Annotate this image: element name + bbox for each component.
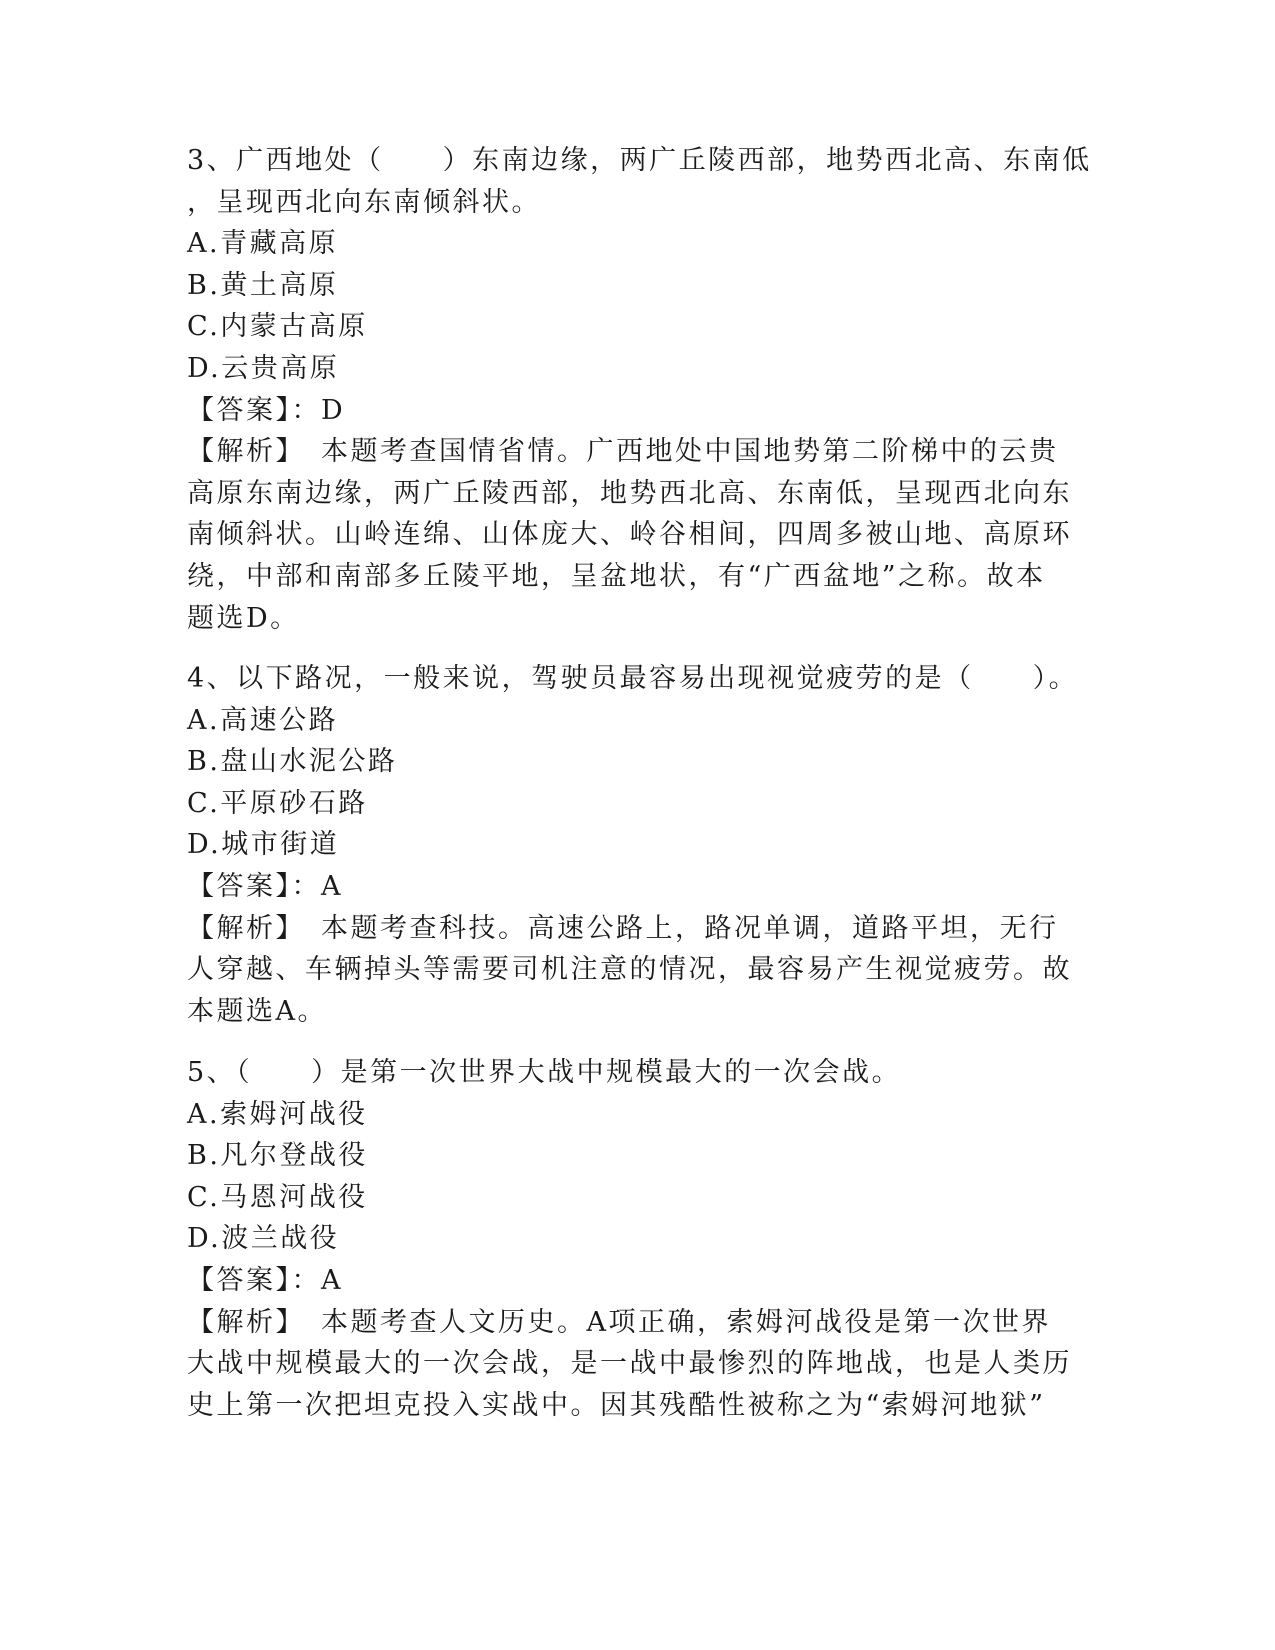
answer: 【答案】：A [187,1264,343,1296]
question-5 [187,1052,1087,1426]
option-d: D.波兰战役 [187,1223,340,1255]
question-3 [187,140,1092,639]
question-stem: 4、以下路况，一般来说，驾驶员最容易出现视觉疲劳的是（ ）。 [187,663,1079,694]
analysis-line: 史上第一次把坦克投入实战中。因其残酷性被称之为“索姆河地狱” [187,1389,1046,1421]
analysis-line: 题选D。 [187,602,300,634]
option-b: B.黄土高原 [187,269,339,301]
option-d: D.城市街道 [187,829,340,861]
analysis-line: 【解析】 本题考查国情省情。广西地处中国地势第二阶梯中的云贵 [187,436,1059,468]
analysis-line: 大战中规模最大的一次会战，是一战中最惨烈的阵地战，也是人类历 [187,1348,1072,1380]
question-stem: 5、（ ）是第一次世界大战中规模最大的一次会战。 [187,1057,902,1088]
option-c: C.内蒙古高原 [187,311,368,343]
question-stem: ，呈现西北向东南倾斜状。 [187,186,541,218]
question-stem: 3、广西地处（ ）东南边缘，两广丘陵西部，地势西北高、东南低 [187,145,1092,176]
analysis-line: 南倾斜状。山岭连绵、山体庞大、岭谷相间，四周多被山地、高原环 [187,519,1072,551]
analysis-line: 高原东南边缘，两广丘陵西部，地势西北高、东南低，呈现西北向东 [187,477,1072,509]
question-4 [187,658,1087,1032]
answer: 【答案】：D [187,394,346,426]
option-b: B.凡尔登战役 [187,1140,368,1172]
option-a: A.索姆河战役 [187,1098,368,1130]
analysis-line: 绕，中部和南部多丘陵平地，呈盆地状，有“广西盆地”之称。故本 [187,560,1046,592]
option-b: B.盘山水泥公路 [187,746,398,778]
analysis-line: 人穿越、车辆掉头等需要司机注意的情况，最容易产生视觉疲劳。故 [187,954,1072,986]
analysis-line: 本题选A。 [187,995,327,1027]
option-c: C.马恩河战役 [187,1181,368,1213]
option-c: C.平原砂石路 [187,787,368,819]
analysis-line: 【解析】 本题考查人文历史。A项正确，索姆河战役是第一次世界 [187,1306,1051,1338]
analysis-line: 【解析】 本题考查科技。高速公路上，路况单调，道路平坦，无行 [187,912,1059,944]
option-a: A.青藏高原 [187,228,339,260]
option-a: A.高速公路 [187,704,339,736]
answer: 【答案】：A [187,870,343,902]
option-d: D.云贵高原 [187,352,340,384]
